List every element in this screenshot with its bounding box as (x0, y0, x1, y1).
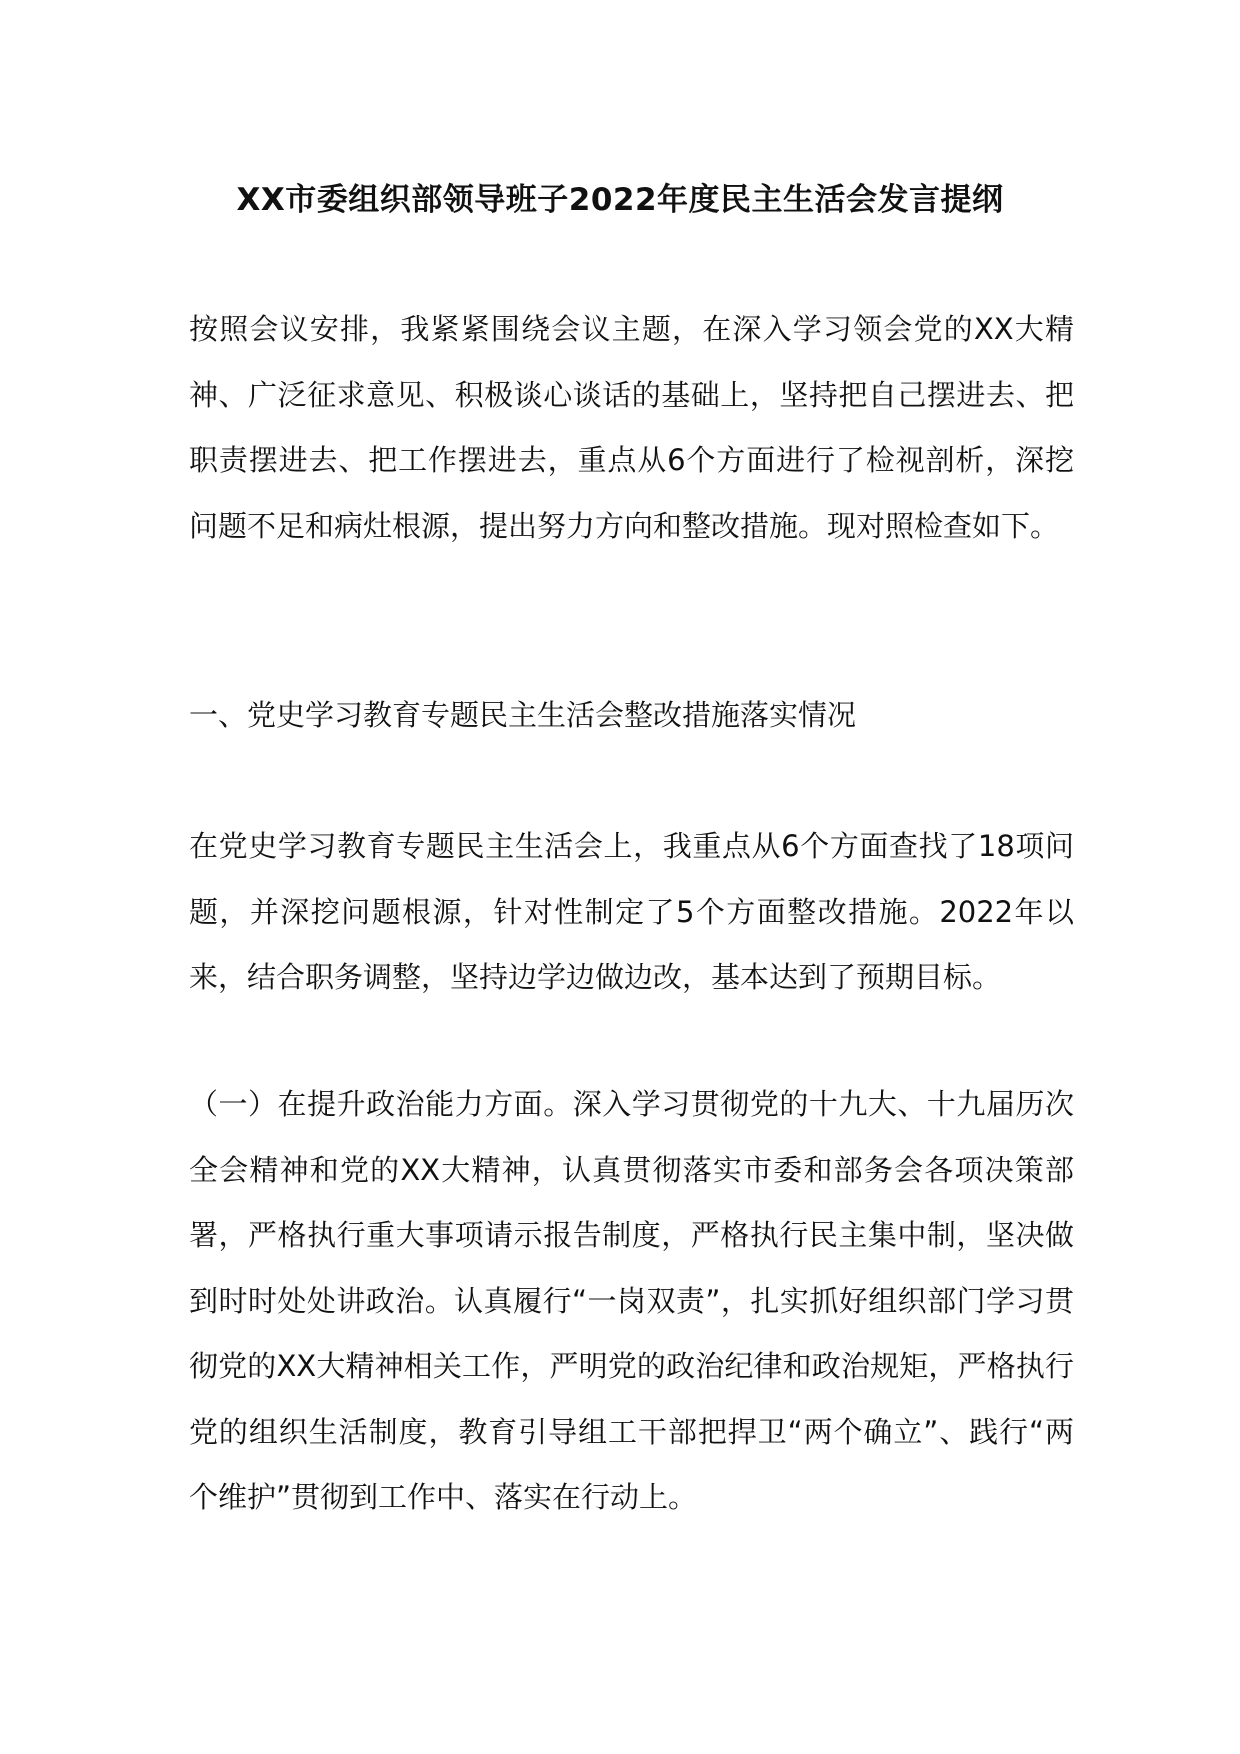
section-item-paragraph: （一）在提升政治能力方面。深入学习贯彻党的十九大、十九届历次全会精神和党的XX大精神，认真贯彻落实市委和部务会各项决策部署，严格执行重大事项请示报告制度，严格执行民主集中制，坚决做到时时处处讲政治。认真履行“一岗双责”，扎实抓好组织部门学习贯彻党的XX大精神相关工作，严明党的政治纪律和政治规矩，严格执行党的组织生活制度，教育引导组工干部把捍卫“两个确立”、践行“两个维护”贯彻到工作中、落实在行动上。 (189, 1087, 1074, 1514)
section-heading: 一、党史学习教育专题民主生活会整改措施落实情况 (189, 698, 857, 732)
section-summary-paragraph: 在党史学习教育专题民主生活会上，我重点从6个方面查找了18项问题，并深挖问题根源，针对性制定了5个方面整改措施。2022年以来，结合职务调整，坚持边学边做边改，基本达到了预期目标。 (189, 829, 1074, 994)
intro-paragraph: 按照会议安排，我紧紧围绕会议主题，在深入学习领会党的XX大精神、广泛征求意见、积极谈心谈话的基础上，坚持把自己摆进去、把职责摆进去、把工作摆进去，重点从6个方面进行了检视剖析，深挖问题不足和病灶根源，提出努力方向和整改措施。现对照检查如下。 (189, 312, 1074, 543)
document-title: XX市委组织部领导班子2022年度民主生活会发言提纲 (236, 182, 1004, 218)
